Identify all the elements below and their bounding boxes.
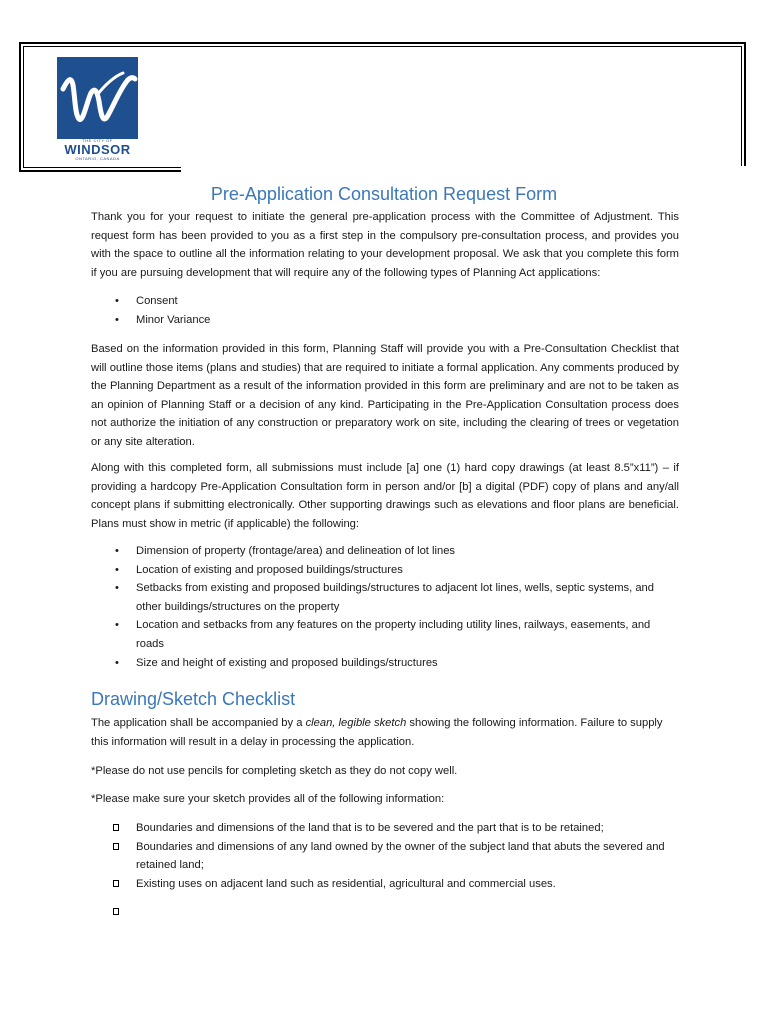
logo-name: WINDSOR <box>64 142 131 157</box>
sketch-checklist <box>91 819 679 893</box>
checklist-intro-emphasis: clean, legible sketch <box>305 717 407 729</box>
checklist-intro-before: The application shall be accompanied by a <box>91 717 306 729</box>
plan-requirements-list <box>91 542 679 672</box>
checklist-item-label: Boundaries and dimensions of the land that is to be severed and the part that is to be retained; <box>136 822 604 834</box>
checklist-intro <box>91 714 679 751</box>
list-item: • Minor Variance <box>91 311 679 330</box>
list-item: • Location and setbacks from any features on the property including utility lines, railways, easements, and roads <box>91 616 679 653</box>
checklist-item <box>91 819 679 838</box>
form-title: Pre-Application Consultation Request Form <box>210 184 558 204</box>
checklist-item <box>91 875 679 894</box>
logo-sub-text: ONTARIO, CANADA <box>75 156 120 161</box>
checkbox-icon[interactable] <box>113 824 119 831</box>
list-item: • Dimension of property (frontage/area) and delineation of lot lines <box>91 542 679 561</box>
intro-paragraph: Thank you for your request to initiate the general pre-application process with the Committee of Adjustment. This request form has been provided to you as a first step in the compulsory pre-consultation process, and provides you with the space to outline all the information relating to your development proposal. We ask that you complete this form if you are pursuing development that will require any of the following types of Planning Act applications: <box>91 211 679 279</box>
info-paragraph: Based on the information provided in this form, Planning Staff will provide you with a Pre-Consultation Checklist that will outline those items (plans and studies) that are required to initiate a formal application. Any comments produced by the Planning Department as a result of the information provided in this form are preliminary and are not to be taken as an opinion of Planning Staff or a decision of any kind. Participating in the Pre-Application Consultation process does not authorize the initiation of any construction or preparatory work on site, including the clearing of trees or vegetation or any site alteration. <box>91 343 679 448</box>
list-item: • Location of existing and proposed buildings/structures <box>91 561 679 580</box>
complete-note: *Please make sure your sketch provides all of the following information: <box>91 793 445 805</box>
logo-wordmark <box>57 0 138 170</box>
checklist-intro-after: showing the following information. Failure to supply this information will result in a delay in processing the application. <box>91 717 663 748</box>
pencil-note: *Please do not use pencils for completing sketch as they do not copy well. <box>91 765 458 777</box>
checkbox-icon[interactable] <box>113 908 119 915</box>
list-item: • Consent <box>91 292 679 311</box>
checklist-heading: Drawing/Sketch Checklist <box>91 689 296 709</box>
logo-small-text: THE CITY OF <box>82 138 113 143</box>
checkbox-icon[interactable] <box>113 880 119 887</box>
checkbox-icon[interactable] <box>113 843 119 850</box>
list-item: • Setbacks from existing and proposed buildings/structures to adjacent lot lines, wells, septic systems, and other buildings/structures on the property <box>91 579 679 616</box>
checklist-item <box>91 838 679 875</box>
checklist-item-label: Boundaries and dimensions of any land owned by the owner of the subject land that abuts the severed and retained land; <box>136 840 665 872</box>
list-item: • Size and height of existing and proposed buildings/structures <box>91 654 679 673</box>
header-frame-gap <box>181 166 748 172</box>
submission-paragraph: Along with this completed form, all submissions must include [a] one (1) hard copy drawings (at least 8.5”x11”) – if providing a hardcopy Pre-Application Consultation form in person and/or [b] a digital (PDF) copy of plans and any/all concept plans if submitting electronically. Other supporting drawings such as elevations and floor plans are beneficial. Plans must show in metric (if applicable) the following: <box>91 462 679 530</box>
application-types-list <box>91 292 679 329</box>
checklist-item-label: Existing uses on adjacent land such as residential, agricultural and commercial uses. <box>136 877 556 890</box>
